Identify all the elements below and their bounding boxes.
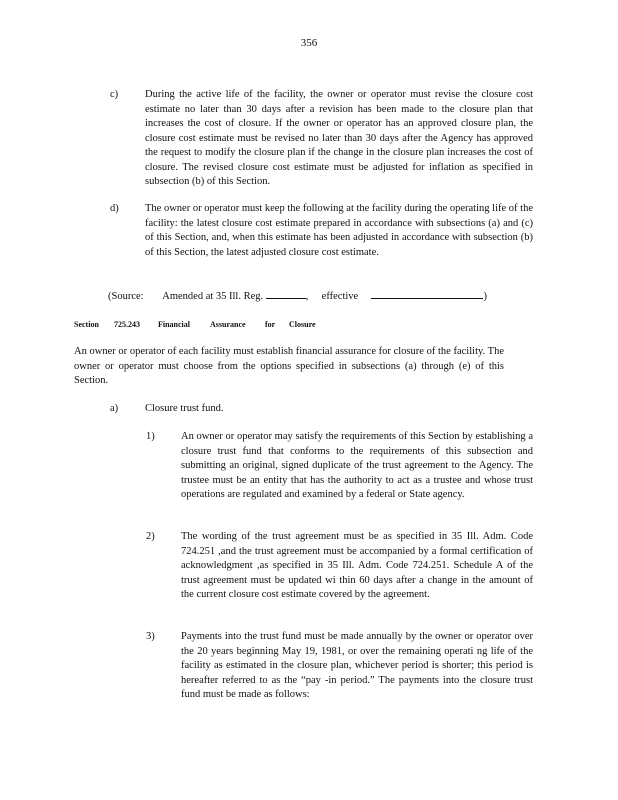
source-prefix: (Source: <box>108 291 144 302</box>
section-word: for <box>265 320 276 329</box>
sub-item-label: 2) <box>146 531 155 542</box>
source-amended: Amended at 35 Ill. Reg. <box>162 291 264 302</box>
sub-item-text: Payments into the trust fund must be made annually by the owner or operator over the 20 years beginning May 19, 1981, or over the remaining operati ng life of the facility as estimated in the closure plan, whichever period is shorter; this period is hereafter referred to as the “pay -in period.” The payments into the closure trust fund must be made as follows: <box>181 631 533 700</box>
section-word: Closure <box>289 320 316 329</box>
sub-item-label: 1) <box>146 431 155 442</box>
sub-item-text: An owner or operator may satisfy the requirements of this Section by establishing a closure trust fund that conforms to the requirements of this subsection and submitting an original, signed duplicate of the trust agreement to the Agency. The trustee must be an entity that has the authority to act as a trustee and whose trust operations are regulated and examined by a federal or State agency. <box>181 431 533 500</box>
section-heading <box>74 318 316 333</box>
sub-item-label: 3) <box>146 631 155 642</box>
item-label: c) <box>110 89 119 100</box>
source-effective: effective <box>321 291 359 302</box>
item-label: d) <box>110 203 119 214</box>
item-text: During the active life of the facility, the owner or operator must revise the closure cost estimate no later than 30 days after a revision has been made to the closure plan that increases the cost of closure. If the owner or operator has an approved closure plan, the closure cost estimate must be revised no later than 30 days after the Agency has approved the request to modify the closure plan if the change in the closure plan increases the cost of closure. The revised closure cost estimate must be adjusted for inflation as specified in subsection (b) of this Section. <box>145 89 533 187</box>
section-intro: An owner or operator of each facility must establish financial assurance for closure of the facility. The owner or operator must choose from the options specified in subsections (a) through (e) of this Section. <box>74 346 504 386</box>
section-label: Section <box>74 320 99 329</box>
sub-item-text: The wording of the trust agreement must be as specified in 35 Ill. Adm. Code 724.251 ,and the trust agreement must be accompanied by a formal certification of acknowledgment ,as specified in 35 Ill. Adm. Code 724.251. Schedule A of the trust agreement must be updated wi thin 60 days after a change in the amount of the current closure cost estimate covered by the agreement. <box>181 531 533 600</box>
section-number: 725.243 <box>114 320 140 329</box>
subsection-title: Closure trust fund. <box>145 403 224 414</box>
effective-date-blank <box>371 288 483 299</box>
source-suffix: ) <box>483 291 487 302</box>
source-note: (Source: Amended at 35 Ill. Reg. , effective ) <box>108 288 487 305</box>
register-blank <box>266 288 306 299</box>
section-word: Assurance <box>210 320 246 329</box>
section-word: Financial <box>158 320 191 329</box>
item-text: The owner or operator must keep the following at the facility during the operating life of the facility: the latest closure cost estimate prepared in accordance with subsections (a) and (c) of this Section, and, when this estimate has been adjusted in accordance with subsection (b) of this Section, the latest adjusted closure cost estimate. <box>145 203 533 258</box>
page-number: 356 <box>300 37 318 49</box>
subsection-label: a) <box>110 403 119 414</box>
